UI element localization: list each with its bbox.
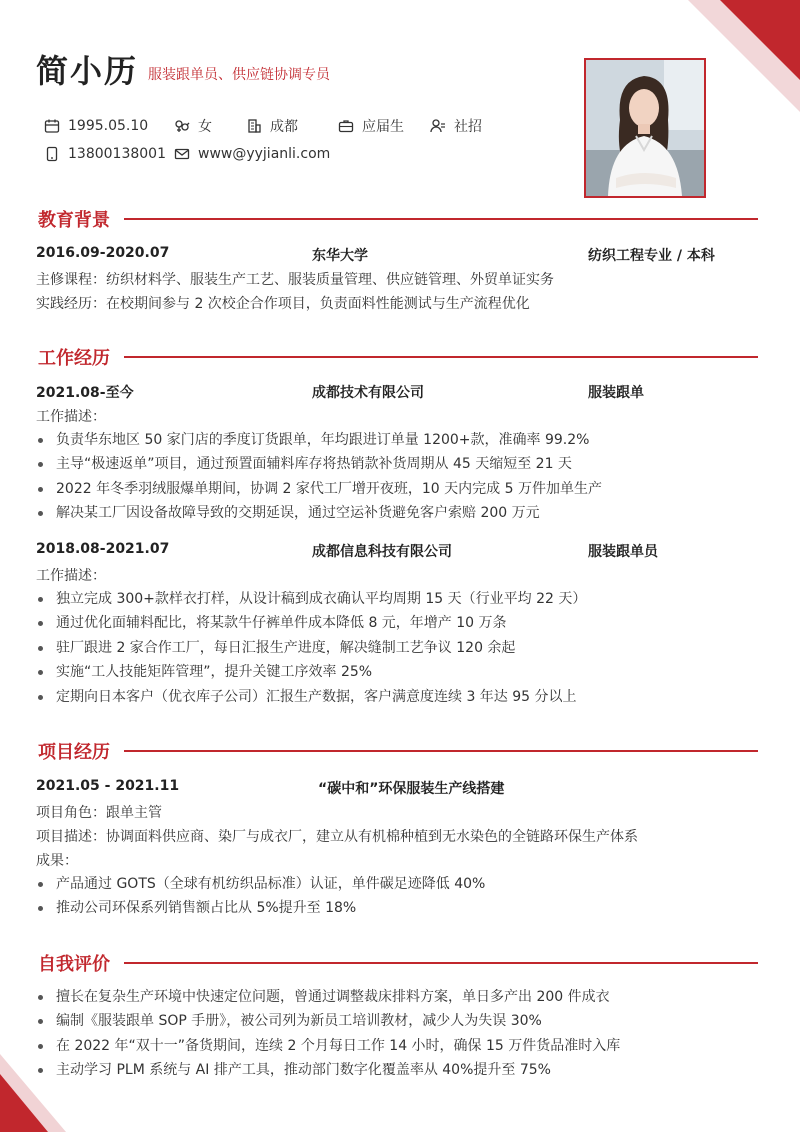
project-desc: 项目描述：协调面料供应商、染厂与成衣厂，建立从有机棉种植到无水染色的全链路环保生产体系 bbox=[36, 829, 638, 845]
section-divider bbox=[124, 750, 758, 752]
gender-item bbox=[174, 116, 246, 136]
birthday-item bbox=[44, 118, 174, 134]
profile-photo bbox=[584, 58, 706, 198]
work-date: 2021.08-至今 bbox=[36, 385, 134, 401]
section-title: 教育背景 bbox=[38, 210, 110, 231]
status-item bbox=[338, 116, 430, 136]
phone-item bbox=[44, 146, 174, 162]
education-date: 2016.09-2020.07 bbox=[36, 245, 170, 261]
company-name: 成都信息科技有限公司 bbox=[312, 544, 452, 560]
birthday-value: 1995.05.10 bbox=[68, 118, 149, 134]
mail-icon bbox=[174, 146, 190, 162]
education-entry-header bbox=[36, 245, 756, 265]
list-item: 擅长在复杂生产环境中快速定位问题，曾通过调整裁床排料方案，单日多产出 200 件成衣 bbox=[36, 987, 620, 1011]
email-value: www@yyjianli.com bbox=[198, 146, 331, 162]
city-value: 成都 bbox=[270, 119, 298, 135]
work-role: 服装跟单员 bbox=[588, 544, 658, 560]
project-name: “碳中和”环保服装生产线搭建 bbox=[318, 781, 505, 797]
section-title: 项目经历 bbox=[38, 742, 110, 763]
work-role: 服装跟单 bbox=[588, 385, 644, 401]
list-item: 解决某工厂因设备故障导致的交期延误，通过空运补货避免客户索赔 200 万元 bbox=[36, 503, 602, 527]
list-item: 主导“极速返单”项目，通过预置面辅料库存将热销款补货周期从 45 天缩短至 21 天 bbox=[36, 454, 602, 478]
job-title: 服装跟单员、供应链协调专员 bbox=[148, 67, 330, 83]
project-entry-header bbox=[36, 778, 756, 798]
project-results-list bbox=[36, 874, 485, 923]
section-divider bbox=[124, 218, 758, 220]
calendar-icon bbox=[44, 118, 60, 134]
gender-value: 女 bbox=[198, 119, 212, 135]
gender-icon bbox=[174, 118, 190, 134]
company-name: 成都技术有限公司 bbox=[312, 385, 424, 401]
list-item: 独立完成 300+款样衣打样，从设计稿到成衣确认平均周期 15 天（行业平均 22 天） bbox=[36, 589, 586, 613]
candidate-name: 简小历 bbox=[36, 52, 139, 90]
list-item: 编制《服装跟单 SOP 手册》，被公司列为新员工培训教材，减少人为失误 30% bbox=[36, 1011, 620, 1035]
work-date: 2018.08-2021.07 bbox=[36, 541, 170, 557]
section-project-header bbox=[38, 738, 758, 764]
list-item: 定期向日本客户（优衣库子公司）汇报生产数据，客户满意度连续 3 年达 95 分以上 bbox=[36, 687, 586, 711]
status-value: 应届生 bbox=[362, 119, 404, 135]
section-divider bbox=[124, 356, 758, 358]
section-education-header bbox=[38, 206, 758, 232]
work-entry-header bbox=[36, 541, 756, 561]
list-item: 驻厂跟进 2 家合作工厂，每日汇报生产进度，解决缝制工艺争议 120 余起 bbox=[36, 638, 586, 662]
section-divider bbox=[124, 962, 758, 964]
list-item: 实施“工人技能矩阵管理”，提升关键工序效率 25% bbox=[36, 662, 586, 686]
project-date: 2021.05 - 2021.11 bbox=[36, 778, 180, 794]
list-item: 主动学习 PLM 系统与 AI 排产工具，推动部门数字化覆盖率从 40%提升至 75% bbox=[36, 1060, 620, 1084]
project-role: 项目角色：跟单主管 bbox=[36, 805, 162, 821]
project-result-label: 成果： bbox=[36, 853, 78, 869]
corner-decoration-top bbox=[720, 0, 800, 80]
education-courses: 主修课程：纺织材料学、服装生产工艺、服装质量管理、供应链管理、外贸单证实务 bbox=[36, 272, 554, 288]
email-item bbox=[174, 146, 330, 162]
user-icon bbox=[430, 118, 446, 134]
section-self-eval-header bbox=[38, 950, 758, 976]
section-title: 自我评价 bbox=[38, 954, 110, 975]
list-item: 通过优化面辅料配比，将某款牛仔裤单件成本降低 8 元，年增产 10 万条 bbox=[36, 613, 586, 637]
work-desc-label: 工作描述： bbox=[36, 568, 106, 584]
list-item: 负责华东地区 50 家门店的季度订货跟单，年均跟进订单量 1200+款，准确率 99.2% bbox=[36, 430, 602, 454]
phone-value: 13800138001 bbox=[68, 146, 166, 162]
phone-icon bbox=[44, 146, 60, 162]
major-degree: 纺织工程专业 / 本科 bbox=[588, 248, 715, 264]
building-icon bbox=[246, 118, 262, 134]
portrait-illustration bbox=[586, 60, 704, 196]
list-item: 推动公司环保系列销售额占比从 5%提升至 18% bbox=[36, 898, 485, 922]
briefcase-icon bbox=[338, 118, 354, 134]
list-item: 在 2022 年“双十一”备货期间，连续 2 个月每日工作 14 小时，确保 15 万件货品准时入库 bbox=[36, 1036, 620, 1060]
work-desc-label: 工作描述： bbox=[36, 409, 106, 425]
education-practice: 实践经历：在校期间参与 2 次校企合作项目，负责面料性能测试与生产流程优化 bbox=[36, 296, 530, 312]
list-item: 2022 年冬季羽绒服爆单期间，协调 2 家代工厂增开夜班，10 天内完成 5 万件加单生产 bbox=[36, 479, 602, 503]
contact-info-row bbox=[44, 146, 330, 162]
work-duties-list bbox=[36, 430, 602, 528]
recruit-value: 社招 bbox=[454, 119, 482, 135]
work-duties-list bbox=[36, 589, 586, 711]
basic-info-row bbox=[44, 116, 482, 136]
section-title: 工作经历 bbox=[38, 348, 110, 369]
school-name: 东华大学 bbox=[312, 248, 368, 264]
work-entry-header bbox=[36, 382, 756, 402]
city-item bbox=[246, 116, 338, 136]
self-eval-list bbox=[36, 987, 620, 1085]
list-item: 产品通过 GOTS（全球有机纺织品标准）认证，单件碳足迹降低 40% bbox=[36, 874, 485, 898]
recruit-item bbox=[430, 116, 482, 136]
section-work-header bbox=[38, 344, 758, 370]
